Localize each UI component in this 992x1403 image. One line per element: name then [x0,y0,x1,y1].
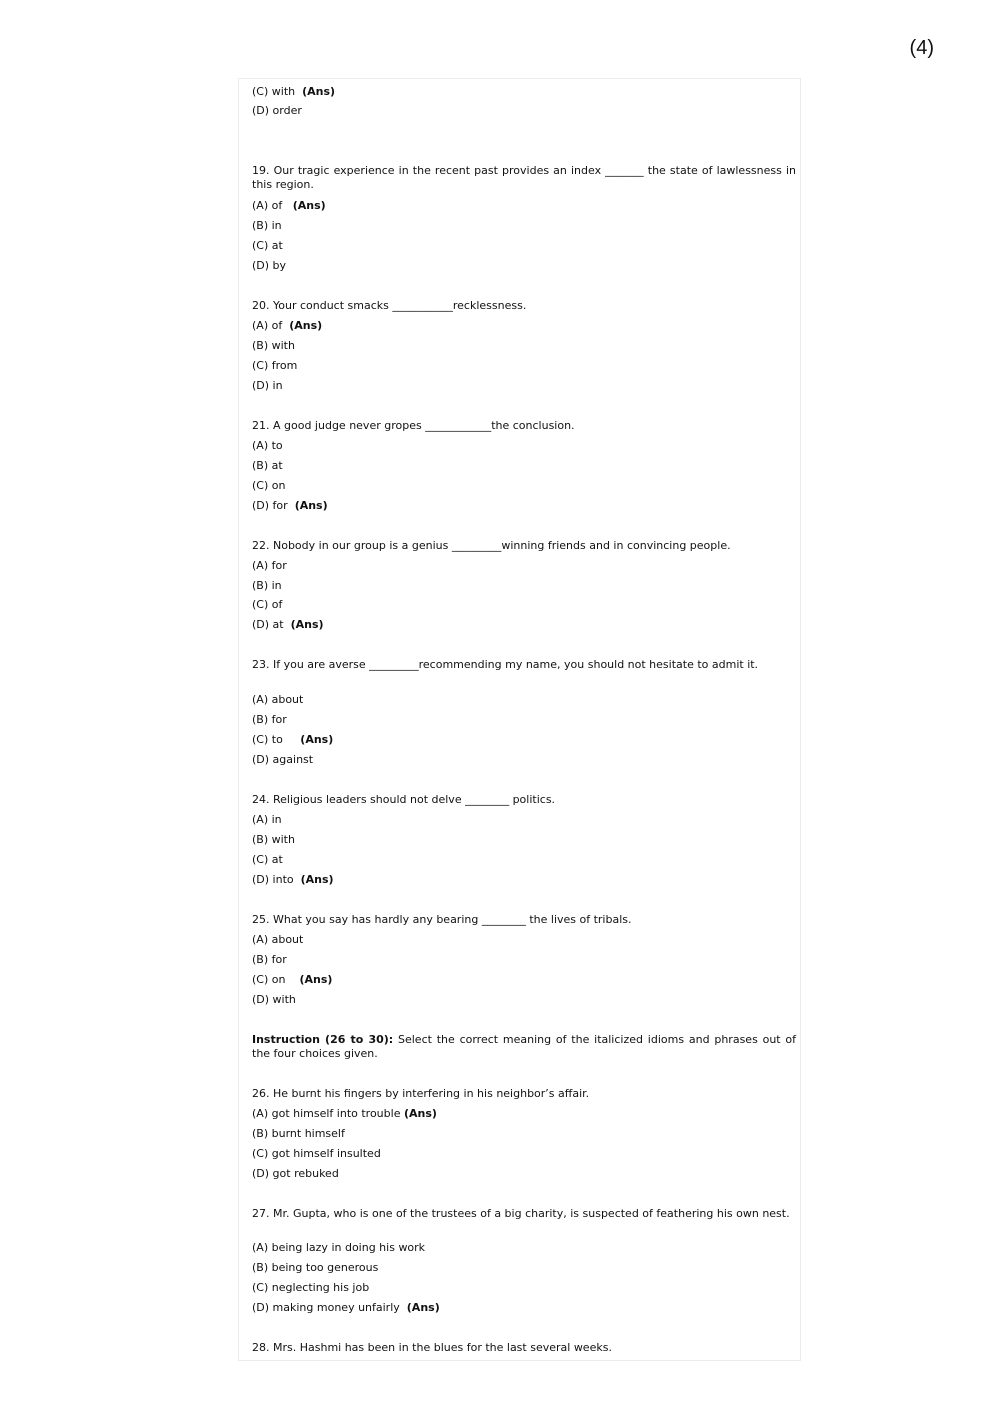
option-18c: (C) with (Ans) [252,85,336,98]
option-26d: (D) got rebuked [252,1167,339,1180]
option-24c: (C) at [252,853,283,866]
option-23b: (B) for [252,713,287,726]
option-22d: (D) at (Ans) [252,618,324,631]
answer-badge: (Ans) [299,973,333,986]
answer-badge: (Ans) [406,1301,440,1314]
option-26b: (B) burnt himself [252,1127,345,1140]
question-23: 23. If you are averse _________recommending my name, you should not hesitate to admit it. [252,658,759,671]
option-21c: (C) on [252,479,286,492]
question-28: 28. Mrs. Hashmi has been in the blues for the last several weeks. [252,1341,612,1354]
option-24d: (D) into (Ans) [252,873,334,886]
answer-badge: (Ans) [300,873,334,886]
option-25c: (C) on (Ans) [252,973,333,986]
option-19a: (A) of (Ans) [252,199,326,212]
option-20c: (C) from [252,359,298,372]
option-27a: (A) being lazy in doing his work [252,1241,426,1254]
question-20: 20. Your conduct smacks ___________recklessness. [252,299,527,312]
option-18d: (D) order [252,104,302,117]
question-22: 22. Nobody in our group is a genius _________winning friends and in convincing people. [252,539,731,552]
option-27d: (D) making money unfairly (Ans) [252,1301,440,1314]
instruction: Instruction (26 to 30): Select the correct meaning of the italicized idioms and phrases out of the four choices given. [252,1033,797,1060]
option-22c: (C) of [252,598,283,611]
option-26a: (A) got himself into trouble (Ans) [252,1107,437,1120]
option-21d: (D) for (Ans) [252,499,328,512]
page-number: (4) [909,37,934,59]
instruction-label: Instruction (26 to 30): [252,1033,394,1046]
option-25d: (D) with [252,993,296,1006]
option-24a: (A) in [252,813,282,826]
option-19d: (D) by [252,259,287,272]
answer-badge: (Ans) [290,618,324,631]
option-23c: (C) to (Ans) [252,733,334,746]
option-20d: (D) in [252,379,283,392]
option-27c: (C) neglecting his job [252,1281,370,1294]
option-19c: (C) at [252,239,283,252]
answer-badge: (Ans) [294,499,328,512]
option-23d: (D) against [252,753,314,766]
question-21: 21. A good judge never gropes ____________the conclusion. [252,419,575,432]
option-23a: (A) about [252,693,304,706]
answer-badge: (Ans) [289,319,323,332]
option-22a: (A) for [252,559,287,572]
answer-badge: (Ans) [300,733,334,746]
question-19: 19. Our tragic experience in the recent past provides an index _______ the state of lawlessness in this region. [252,164,796,191]
option-25b: (B) for [252,953,287,966]
option-21a: (A) to [252,439,283,452]
answer-badge: (Ans) [403,1107,437,1120]
option-19b: (B) in [252,219,282,232]
answer-badge: (Ans) [302,85,336,98]
question-25: 25. What you say has hardly any bearing ________ the lives of tribals. [252,913,632,926]
option-26c: (C) got himself insulted [252,1147,381,1160]
option-20b: (B) with [252,339,295,352]
option-21b: (B) at [252,459,283,472]
question-27: 27. Mr. Gupta, who is one of the trustees of a big charity, is suspected of feathering his own nest. [252,1207,790,1220]
option-20a: (A) of (Ans) [252,319,323,332]
option-22b: (B) in [252,579,282,592]
question-26: 26. He burnt his fingers by interfering in his neighbor’s affair. [252,1087,590,1100]
option-25a: (A) about [252,933,304,946]
question-24: 24. Religious leaders should not delve ________ politics. [252,793,556,806]
option-27b: (B) being too generous [252,1261,379,1274]
answer-badge: (Ans) [292,199,326,212]
option-24b: (B) with [252,833,295,846]
